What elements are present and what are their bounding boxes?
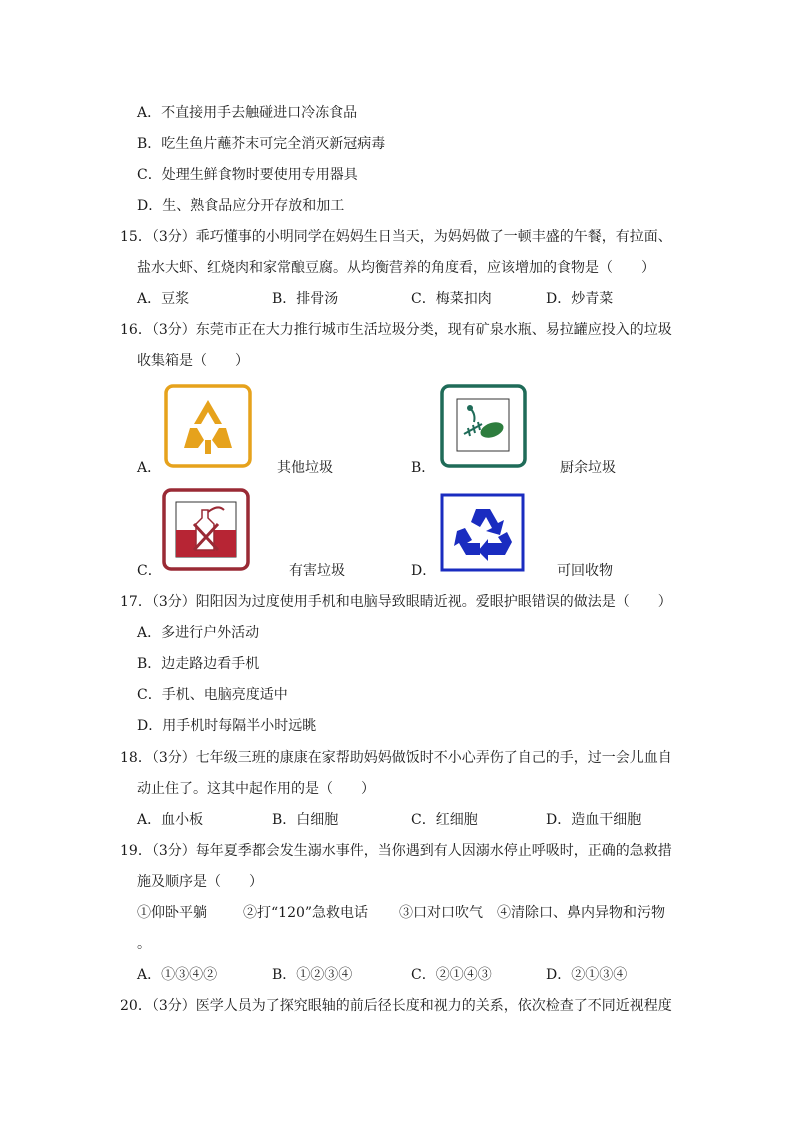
q17-option-b: B．边走路边看手机 [137, 656, 260, 672]
q19-step-2: ②打“120”急救电话 [243, 905, 369, 921]
q16-caption-kitchen: 厨余垃圾 [560, 460, 616, 476]
q19-step-4: ④清除口、鼻内异物和污物 [497, 905, 665, 921]
q15-option-c: C．梅菜扣肉 [411, 291, 492, 307]
q18-stem-line1: 18．（3分）七年级三班的康康在家帮助妈妈做饭时不小心弄伤了自己的手，过一会儿血自 [120, 750, 672, 766]
q17-stem-line1: 17．（3分）阳阳因为过度使用手机和电脑导致眼睛近视。爱眼护眼错误的做法是（ ） [120, 594, 672, 610]
q19-option-c: C．②①④③ [411, 967, 492, 983]
q18-option-a: A．血小板 [137, 812, 204, 828]
q14-option-b: B．吃生鱼片蘸芥末可完全消灭新冠病毒 [137, 136, 386, 152]
q14-option-d: D．生、熟食品应分开存放和加工 [137, 198, 345, 214]
q16-stem-line2: 收集箱是（ ） [137, 353, 249, 369]
q18-stem-line2: 动止住了。这其中起作用的是（ ） [137, 781, 375, 797]
q19-option-a: A．①③④② [137, 967, 218, 983]
q20-stem-line1: 20．（3分）医学人员为了探究眼轴的前后径长度和视力的关系，依次检查了不同近视程度 [120, 998, 672, 1014]
q19-stem-line1: 19．（3分）每年夏季都会发生溺水事件，当你遇到有人因溺水停止呼吸时，正确的急救措 [120, 843, 672, 859]
harmful-waste-icon [162, 488, 250, 571]
q18-option-c: C．红细胞 [411, 812, 478, 828]
q16-option-a-letter: A． [137, 460, 162, 476]
q16-caption-recyclable: 可回收物 [557, 563, 613, 579]
q17-option-d: D．用手机时每隔半小时远眺 [137, 718, 317, 734]
q15-stem-line2: 盐水大虾、红烧肉和家常酿豆腐。从均衡营养的角度看，应该增加的食物是（ ） [137, 260, 655, 276]
q15-option-d: D．炒青菜 [546, 291, 614, 307]
q19-trailing-period: 。 [137, 936, 151, 952]
recycle-icon [440, 493, 525, 572]
q15-stem-line1: 15．（3分）乖巧懂事的小明同学在妈妈生日当天，为妈妈做了一顿丰盛的午餐，有拉面、 [120, 229, 672, 245]
q16-stem-line1: 16．（3分）东莞市正在大力推行城市生活垃圾分类，现有矿泉水瓶、易拉罐应投入的垃圾 [120, 322, 672, 338]
q19-step-1: ①仰卧平躺 [137, 905, 207, 921]
q18-option-d: D．造血干细胞 [546, 812, 642, 828]
q19-step-3: ③口对口吹气 [399, 905, 483, 921]
q16-caption-harmful: 有害垃圾 [289, 563, 345, 579]
q16-option-b-letter: B． [411, 460, 436, 476]
q15-option-a: A．豆浆 [137, 291, 190, 307]
q16-option-c-letter: C． [137, 563, 162, 579]
q17-option-c: C．手机、电脑亮度适中 [137, 687, 288, 703]
q18-option-b: B．白细胞 [272, 812, 339, 828]
q14-option-c: C．处理生鲜食物时要使用专用器具 [137, 167, 358, 183]
q19-stem-line2: 施及顺序是（ ） [137, 874, 263, 890]
q19-option-b: B．①②③④ [272, 967, 353, 983]
q14-option-a: A．不直接用手去触碰进口冷冻食品 [137, 105, 358, 121]
q16-caption-other: 其他垃圾 [277, 460, 333, 476]
kitchen-waste-icon [440, 384, 527, 468]
q15-option-b: B．排骨汤 [272, 291, 339, 307]
other-waste-icon [164, 384, 252, 468]
q16-option-d-letter: D． [411, 563, 437, 579]
q19-option-d: D．②①③④ [546, 967, 628, 983]
q17-option-a: A．多进行户外活动 [137, 625, 260, 641]
